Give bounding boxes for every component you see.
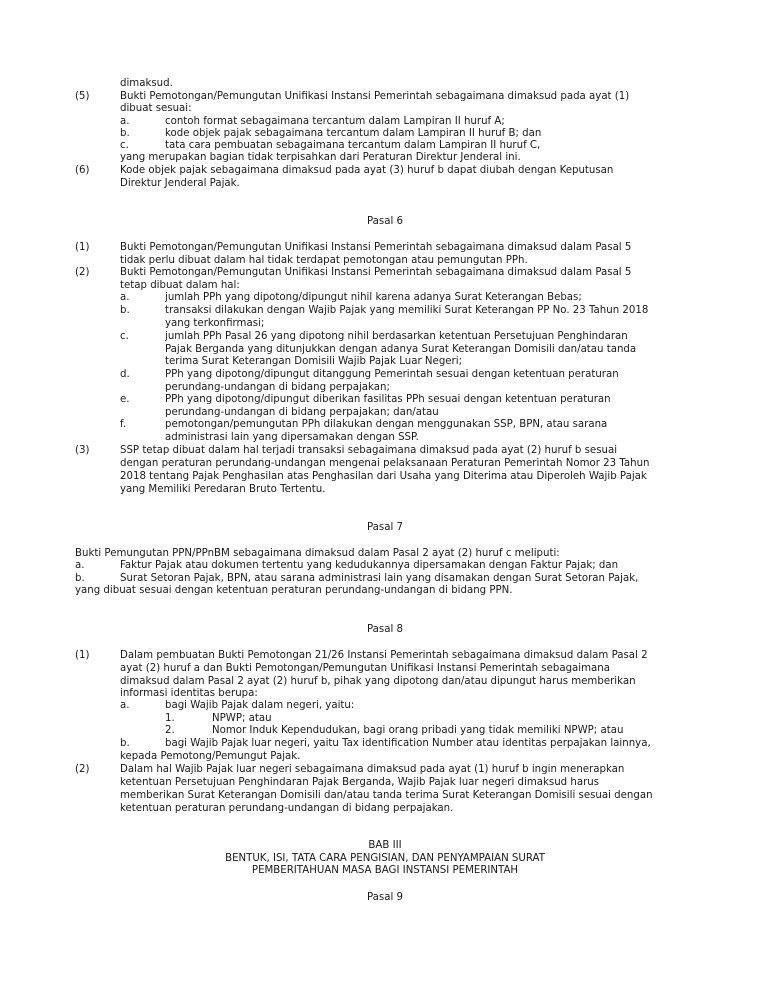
list-marker: c. xyxy=(120,140,129,151)
paragraph-line: PPh yang dipotong/dipungut ditanggung Pemerintah sesuai dengan ketentuan peraturan xyxy=(165,369,619,380)
paragraph-line: Dalam hal Wajib Pajak luar negeri sebagaimana dimaksud pada ayat (1) huruf b ingin menerapkan xyxy=(120,764,625,775)
list-marker: e. xyxy=(120,394,130,405)
paragraph-line: dibuat sesuai: xyxy=(120,103,192,114)
paragraph-line: memberikan Surat Keterangan Domisili dan/atau tanda terima Surat Keterangan Domisili sesuai dengan xyxy=(120,790,653,801)
section-heading: BENTUK, ISI, TATA CARA PENGISIAN, DAN PENYAMPAIAN SURAT xyxy=(225,853,545,864)
paragraph-line: Pajak Berganda yang ditunjukkan dengan adanya Surat Keterangan Domisili dan/atau tanda xyxy=(165,344,637,355)
paragraph-line: jumlah PPh Pasal 26 yang dipotong nihil berdasarkan ketentuan Persetujuan Penghindaran xyxy=(165,331,628,342)
paragraph-line: tidak perlu dibuat dalam hal tidak terdapat pemotongan atau pemungutan PPh. xyxy=(120,255,528,266)
paragraph-line: yang terkonfirmasi; xyxy=(165,318,265,329)
paragraph-line: 2018 tentang Pajak Penghasilan atas Penghasilan dari Usaha yang Diterima atau Diperoleh Wajib Pajak xyxy=(120,471,647,482)
list-marker: b. xyxy=(120,128,130,139)
paragraph-line: Bukti Pemotongan/Pemungutan Unifikasi Instansi Pemerintah sebagaimana dimaksud dalam Pasal 5 xyxy=(120,267,632,278)
list-marker: (3) xyxy=(75,445,90,456)
paragraph-line: bagi Wajib Pajak luar negeri, yaitu Tax identification Number atau identitas perpajakan lainnya, xyxy=(165,738,651,749)
section-heading: Pasal 6 xyxy=(366,216,404,227)
paragraph-line: dengan peraturan perundang-undangan mengenai pelaksanaan Peraturan Pemerintah Nomor 23 Tahun xyxy=(120,458,650,469)
paragraph-line: dimaksud. xyxy=(120,78,173,89)
list-marker: (2) xyxy=(75,764,90,775)
section-heading: BAB III xyxy=(368,840,402,851)
paragraph-line: tata cara pembuatan sebagaimana tercantum dalam Lampiran II huruf C, xyxy=(165,140,541,151)
list-marker: (1) xyxy=(75,650,90,661)
paragraph-line: SSP tetap dibuat dalam hal terjadi transaksi sebagaimana dimaksud pada ayat (2) huruf b sesuai xyxy=(120,445,618,456)
list-marker: (6) xyxy=(75,165,90,176)
paragraph-line: Nomor Induk Kependudukan, bagi orang pribadi yang tidak memiliki NPWP; atau xyxy=(212,725,624,736)
paragraph-line: contoh format sebagaimana tercantum dalam Lampiran II huruf A; xyxy=(165,116,505,127)
list-marker: c. xyxy=(120,331,129,342)
paragraph-line: terima Surat Keterangan Domisili Wajib Pajak Luar Negeri; xyxy=(165,356,463,367)
paragraph-line: NPWP; atau xyxy=(212,713,272,724)
paragraph-line: Kode objek pajak sebagaimana dimaksud pada ayat (3) huruf b dapat diubah dengan Keputusan xyxy=(120,165,614,176)
list-marker: a. xyxy=(75,560,85,571)
list-marker: (1) xyxy=(75,242,90,253)
paragraph-line: kepada Pemotong/Pemungut Pajak. xyxy=(120,751,301,762)
paragraph-line: yang dibuat sesuai dengan ketentuan peraturan perundang-undangan di bidang PPN. xyxy=(75,585,513,596)
paragraph-line: yang merupakan bagian tidak terpisahkan dari Peraturan Direktur Jenderal ini. xyxy=(120,152,521,163)
paragraph-line: PPh yang dipotong/dipungut diberikan fasilitas PPh sesuai dengan ketentuan peraturan xyxy=(165,394,611,405)
paragraph-line: ketentuan peraturan perundang-undangan di bidang perpajakan. xyxy=(120,803,454,814)
list-marker: 1. xyxy=(165,713,175,724)
list-marker: d. xyxy=(120,369,130,380)
list-marker: (2) xyxy=(75,267,90,278)
section-heading: Pasal 7 xyxy=(366,522,404,533)
list-marker: (5) xyxy=(75,91,90,102)
list-marker: a. xyxy=(120,292,130,303)
paragraph-line: kode objek pajak sebagaimana tercantum dalam Lampiran II huruf B; dan xyxy=(165,128,542,139)
paragraph-line: transaksi dilakukan dengan Wajib Pajak yang memiliki Surat Keterangan PP No. 23 Tahun 2018 xyxy=(165,305,649,316)
section-heading: Pasal 9 xyxy=(366,892,404,903)
list-marker: f. xyxy=(120,419,127,430)
paragraph-line: Bukti Pemungutan PPN/PPnBM sebagaimana dimaksud dalam Pasal 2 ayat (2) huruf c meliputi: xyxy=(75,548,560,559)
paragraph-line: Dalam pembuatan Bukti Pemotongan 21/26 Instansi Pemerintah sebagaimana dimaksud dalam Pasal 2 xyxy=(120,650,648,661)
list-marker: a. xyxy=(120,700,130,711)
paragraph-line: Bukti Pemotongan/Pemungutan Unifikasi Instansi Pemerintah sebagaimana dimaksud dalam Pasal 5 xyxy=(120,242,632,253)
paragraph-line: dimaksud dalam Pasal 2 ayat (2) huruf b, pihak yang dipotong dan/atau dipungut harus memberikan xyxy=(120,676,636,687)
paragraph-line: tetap dibuat dalam hal: xyxy=(120,280,240,291)
paragraph-line: bagi Wajib Pajak dalam negeri, yaitu: xyxy=(165,700,355,711)
section-heading: PEMBERITAHUAN MASA BAGI INSTANSI PEMERINTAH xyxy=(251,865,519,876)
paragraph-line: informasi identitas berupa: xyxy=(120,688,258,699)
paragraph-line: jumlah PPh yang dipotong/dipungut nihil karena adanya Surat Keterangan Bebas; xyxy=(165,292,582,303)
list-marker: a. xyxy=(120,116,130,127)
paragraph-line: Direktur Jenderal Pajak. xyxy=(120,178,240,189)
list-marker: 2. xyxy=(165,725,175,736)
paragraph-line: Bukti Pemotongan/Pemungutan Unifikasi Instansi Pemerintah sebagaimana dimaksud pada ayat (1) xyxy=(120,91,630,102)
paragraph-line: yang Memiliki Peredaran Bruto Tertentu. xyxy=(120,484,326,495)
list-marker: b. xyxy=(120,305,130,316)
paragraph-line: Surat Setoran Pajak, BPN, atau sarana administrasi lain yang disamakan dengan Surat Setoran Pajak, xyxy=(120,573,639,584)
paragraph-line: perundang-undangan di bidang perpajakan; xyxy=(165,382,390,393)
paragraph-line: ketentuan Persetujuan Penghindaran Pajak Berganda, Wajib Pajak luar negeri dimaksud harus xyxy=(120,777,600,788)
list-marker: b. xyxy=(120,738,130,749)
paragraph-line: pemotongan/pemungutan PPh dilakukan dengan menggunakan SSP, BPN, atau sarana xyxy=(165,419,608,430)
paragraph-line: Faktur Pajak atau dokumen tertentu yang kedudukannya dipersamakan dengan Faktur Pajak; dan xyxy=(120,560,619,571)
paragraph-line: perundang-undangan di bidang perpajakan; dan/atau xyxy=(165,407,439,418)
list-marker: b. xyxy=(75,573,85,584)
paragraph-line: ayat (2) huruf a dan Bukti Pemotongan/Pemungutan Unifikasi Instansi Pemerintah sebagaimana xyxy=(120,663,610,674)
section-heading: Pasal 8 xyxy=(366,624,404,635)
paragraph-line: administrasi lain yang dipersamakan dengan SSP. xyxy=(165,432,419,443)
